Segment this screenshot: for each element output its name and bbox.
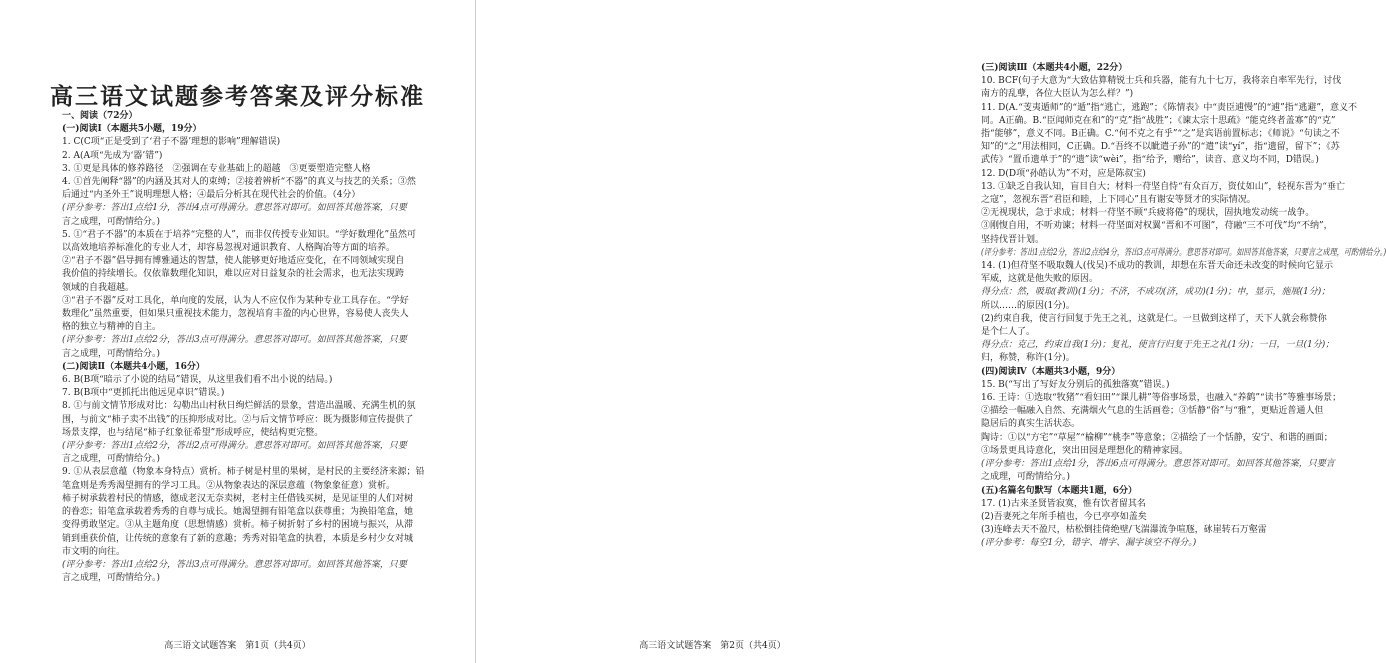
answer-page-1 (0, 0, 475, 663)
section-heading: (二)阅读Ⅱ（本题共4小题，16分） (62, 361, 205, 372)
answer-line: 得分点：克己，约束自我(1分)；复礼，使言行归复于先王之礼(1分)；一日，一旦(1分)； (981, 340, 1335, 351)
answer-line: 的眷恋；铅笔盒承载着秀秀的自尊与成长。她渴望拥有铅笔盒以获尊重；为换铅笔盒，她 (62, 507, 414, 518)
answer-line: 言之成理，可酌情给分。) (62, 216, 161, 227)
answer-line: (评分参考：答出1点给2分，答出2点可得满分。意思答对即可。如回答其他答案，只要 (62, 441, 407, 452)
answer-line: ③“君子不器”反对工具化，单向度的发展，认为人不应仅作为某种专业工具存在。“学好 (62, 295, 409, 306)
section-heading: (一)阅读Ⅰ（本题共5小题，19分） (62, 124, 202, 135)
section-heading: (三)阅读Ⅲ（本题共4小题，22分） (981, 63, 1128, 73)
answer-line: 围，与前文“柿子卖不出钱”的压抑形成对比。②与后文情节呼应：既为摄影师宣传提供了 (62, 414, 414, 425)
answer-line: 言之成理，可酌情给分。) (62, 573, 161, 584)
answer-line: (评分参考：答出1点给2分，答出3点可得满分。意思答对即可。如回答其他答案，只要 (62, 559, 407, 570)
answer-line: (2)吾妻死之年所手植也，今已亭亭如盖矣 (981, 511, 1147, 522)
answer-line: 3. ①更是具体的修养路径 ②强调在专业基础上的超越 ③更要塑造完整人格 (62, 163, 371, 174)
answer-line: 言之成理，可酌情给分。) (62, 348, 161, 359)
answer-line: 14. (1)但苻坚不吸取魏人(伐吴)不成功的教训，却想在东晋天命还未改变的时候向它显示 (981, 261, 1333, 272)
answer-line: ③场景更具诗意化，突出田园是理想化的精神家园。 (981, 445, 1189, 456)
section-heading: (五)名篇名句默写（本题共1题，6分） (981, 485, 1138, 496)
answer-line: 军威，这就是他失败的原因。 (981, 274, 1099, 285)
answer-line: 得分点：然，吸取(教训)(1分)；不济，不成功(济，成功)(1分)；申，显示，施展(1分)； (981, 287, 1331, 298)
document-title: 高三语文试题参考答案及评分标准 (50, 83, 425, 110)
answer-line: ②“君子不器”倡导拥有博雅通达的智慧，使人能够更好地适应变化，在不同领域实现自 (62, 256, 405, 267)
answer-line: 所以……的原因(1分)。 (981, 300, 1075, 311)
answer-line: 2. A(A项“先成为‘器’错”) (62, 150, 163, 161)
answer-line: 10. BCF(句子大意为“大致估算精锐士兵和兵器，能有九十七万，我将亲自率军先行，讨伐 (981, 76, 1342, 87)
page-footer-2: 高三语文试题答案 第2页（共4页） (639, 641, 786, 651)
right-column (981, 62, 1386, 551)
answer-line: 归，称赞，称许(1分)。 (981, 353, 1075, 364)
answer-line: 17. (1)古来圣贤皆寂寞，惟有饮者留其名 (981, 498, 1146, 509)
answer-line: 数理化”虽然重要，但如果只重视技术能力，忽视培育丰盈的内心世界，容易使人丧失人 (62, 309, 409, 320)
answer-line: 后通过“内圣外王”说明理想人格；④最后分析其在现代社会的价值。（4分） (62, 190, 361, 201)
answer-line: 是个仁人了。 (981, 327, 1036, 338)
answer-line: (评分参考：每空1分，错字、增字、漏字该空不得分。) (981, 538, 1197, 549)
page-footer-1: 高三语文试题答案 第1页（共4页） (164, 641, 311, 651)
section-heading: (四)阅读Ⅳ（本题共3小题，9分） (981, 366, 1121, 377)
answer-line: 武传》“置币遗单于”的“遗”读“wèi”，指“给予，赠给”，读音、意义均不同，D错误。) (981, 155, 1319, 166)
answer-line: 变得勇敢坚定。③从主题角度（思想情感）赏析。柿子树折射了乡村的困境与振兴，从滞 (62, 520, 414, 531)
answer-line: ②描绘一幅融入自然、充满烟火气息的生活画卷；③恬静“俗”与“雅”，更贴近普通人但 (981, 406, 1324, 417)
left-column (62, 110, 462, 585)
answer-line: 柿子树承载着村民的情感，德成老汉无奈卖树，老村主任借钱买树，是见证里的人们对树 (62, 493, 414, 504)
answer-line: 9. ①从表层意蕴（物象本身特点）赏析。柿子树是村里的果树，是村民的主要经济来源；铅 (62, 467, 425, 478)
answer-line: (评分参考：答出1点给2分，答出2点给4分，答出3点可得满分。意思答对即可。如回答其他答案，只要言之成理，可酌情给分。) (981, 247, 1386, 258)
answer-line: ③刚愎自用，不听劝谏；材料一苻坚面对权翼“晋和不可图”，苻融“三不可伐”均“不纳”， (981, 221, 1333, 232)
answer-line: 南方的乱孽，各位大臣认为怎么样？”) (981, 89, 1134, 100)
answer-line: 15. B(“写出了写好友分别后的孤独落寞”错误。) (981, 379, 1170, 390)
answer-line: (评分参考：答出1点给1分，答出6点可得满分。意思答对即可。如回答其他答案，只要言 (981, 459, 1335, 470)
answer-line: (评分参考：答出1点给1分，答出4点可得满分。意思答对即可。如回答其他答案，只要 (62, 203, 407, 214)
answer-line: 8. ①与前文情节形成对比：勾勒出山村秋日绚烂鲜活的景象，营造出温暖、充满生机的氛 (62, 401, 416, 412)
answer-line: 16. 王诗：①选取“牧猪”“看妇田”“课儿耕”等俗事场景，也融入“养鹤”“读书”等雅事场景； (981, 393, 1342, 404)
answer-line: 销到重获价值，让传统的意象有了新的意趣；秀秀对铅笔盒的执着，本质是乡村少女对城 (62, 533, 414, 544)
answer-line: 7. B(B项中“更抓托出他远见卓识”错误。) (62, 388, 225, 399)
answer-line: 知”的“之”用法相同，C正确。D.“吾终不以眦遣子孙”的“遣”读“yí”，指“遗留，留下”；《苏 (981, 142, 1340, 153)
answer-line: 指“能够”，意义不同。B正确。C.“何不克之有乎”“之”是宾语前置标志；《师说》“句读之不 (981, 129, 1340, 140)
answer-line: 笔盒则是秀秀渴望拥有的学习工具。②从物象表达的深层意蕴（物象象征意）赏析。 (62, 480, 396, 491)
answer-line: 之寇”，忽视东晋“君臣和睦，上下同心”且有谢安等贤才的实际情况。 (981, 195, 1256, 206)
answer-line: 5. ①“君子不器”的本质在于培养“完整的人”，而非仅传授专业知识。“学好数理化”虽然可 (62, 229, 417, 240)
answer-line: 言之成理，可酌情给分。) (62, 454, 161, 465)
section-heading: 一、阅读（72分） (62, 111, 138, 121)
answer-line: 坚持伐晋计划。 (981, 234, 1045, 245)
answer-line: 1. C(C项“正是受到了‘君子不器’理想的影响”理解错误) (62, 137, 281, 148)
answer-line: (2)约束自我，使言行回复于先王之礼，这就是仁。一旦做到这样了，天下人就会称赞你 (981, 313, 1327, 324)
answer-line: ②无视现状，急于求成；材料一苻坚不顾“兵疲将倦”的现状，固执地发动统一战争。 (981, 208, 1315, 219)
answer-line: 11. D(A.“芰夷遁师”的“遁”指“逃亡，逃跑”；《陈情表》中“责臣逋慢”的“逋”指“逃避”，意义不 (981, 102, 1357, 113)
answer-line: 场景支撑，也与结尾“柿子红象征希望”形成呼应，使结构更完整。 (62, 427, 324, 438)
answer-line: 以高效地培养标准化的专业人才，却容易忽视对通识教育、人格陶冶等方面的培养。 (62, 243, 396, 254)
answer-line: 同。A正确。B.“臣闻师克在和”的“克”指“战胜”；《谏太宗十思疏》“能克终者盖寡”的“克” (981, 115, 1336, 126)
answer-line: (3)连峰去天不盈尺，枯松倒挂倚绝壁/飞湍瀑流争喧豗，砯崖转石万壑雷 (981, 525, 1267, 536)
answer-page-2 (475, 0, 1386, 663)
answer-line: 13. ①缺乏自我认知，盲目自大；材料一苻坚自恃“有众百万，资仗如山”，轻视东晋为“垂亡 (981, 181, 1345, 192)
answer-line: (评分参考：答出1点给2分，答出3点可得满分。意思答对即可。如回答其他答案，只要 (62, 335, 407, 346)
answer-line: 市文明的向往。 (62, 546, 126, 557)
answer-line: 隐居后的真实生活状态。 (981, 419, 1081, 430)
answer-line: 之成理，可酌情给分。) (981, 472, 1071, 483)
answer-line: 6. B(B项“暗示了小说的结局”错误，从这里我们看不出小说的结局。) (62, 375, 333, 386)
answer-line: 领域的自我超越。 (62, 282, 135, 293)
answer-line: 4. ①首先阐释“器”的内涵及其对人的束缚；②接着辨析“不器”的真义与技艺的关系；③然 (62, 177, 416, 188)
answer-line: 12. D(D项“孙皓认为”不对，应是陈叔宝) (981, 168, 1146, 179)
answer-line: 陶诗：①以“方宅”“草屋”“榆柳”“桃李”等意象；②描绘了一个恬静，安宁、和谐的画面； (981, 432, 1333, 443)
answer-line: 格的独立与精神的自主。 (62, 322, 162, 333)
answer-line: 我价值的持续增长。仅依靠数理化知识，难以应对日益复杂的社会需求，也无法实现跨 (62, 269, 405, 280)
